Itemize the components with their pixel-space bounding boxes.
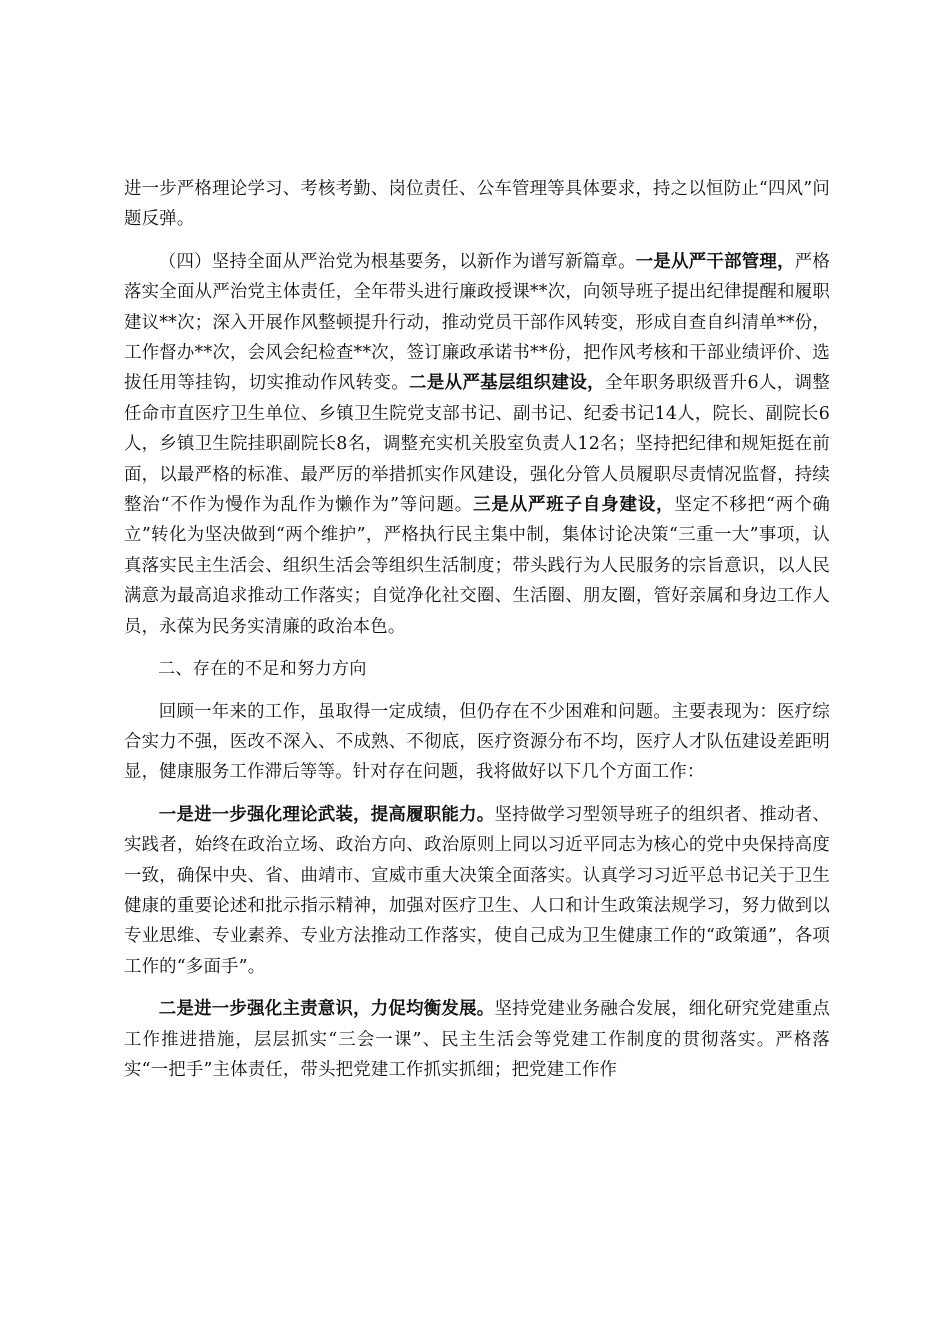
paragraph-four-winds [124, 174, 830, 235]
paragraph-title: 二是进一步强化主责意识，力促均衡发展。 [158, 999, 495, 1020]
point-3-title: 三是从严班子自身建设， [473, 495, 675, 516]
point-3-text: 坚定不移把“两个确立”转化为坚决做到“两个维护”，严格执行民主集中制，集体讨论决策“三重一大”事项，认真落实民主生活会、组织生活会等组织生活制度；带头践行为人民服务的宗旨意识，以人民满意为最高追求推动工作落实；自觉净化社交圈、生活圈、朋友圈，管好亲属和身边工作人员，永葆为民务实清廉的政治本色。 [124, 495, 830, 637]
document-body [124, 174, 830, 1097]
point-1-title: 一是从严干部管理， [635, 251, 795, 272]
paragraph-text: 坚持党建业务融合发展，细化研究党建重点工作推进措施，层层抓实“三会一课”、民主生活会等党建工作制度的贯彻落实。严格落实“一把手”主体责任，带头把党建工作抓实抓细；把党建工作作 [124, 999, 830, 1080]
point-2-title: 二是从严基层组织建设， [409, 373, 605, 394]
heading-text: 二、存在的不足和努力方向 [158, 659, 367, 680]
paragraph-text: 坚持做学习型领导班子的组织者、推动者、实践者，始终在政治立场、政治方向、政治原则上同以习近平同志为核心的党中央保持高度一致，确保中央、省、曲靖市、宣威市重大决策全面落实。认真学习习近平总书记关于卫生健康的重要论述和批示指示精神，加强对医疗卫生、人口和计生政策法规学习，努力做到以专业思维、专业素养、专业方法推动工作落实，使自己成为卫生健康工作的“政策通”，各项工作的“多面手”。 [124, 804, 830, 977]
section-heading-shortcomings [124, 654, 830, 684]
paragraph-title: 一是进一步强化理论武装，提高履职能力。 [158, 804, 495, 825]
paragraph-party-governance [124, 247, 830, 642]
paragraph-text: 回顾一年来的工作，虽取得一定成绩，但仍存在不少困难和问题。主要表现为：医疗综合实力不强，医改不深入、不成熟、不彻底，医疗资源分布不均，医疗人才队伍建设差距明显，健康服务工作滞后等等。针对存在问题，我将做好以下几个方面工作： [124, 701, 830, 783]
paragraph-text: 进一步严格理论学习、考核考勤、岗位责任、公车管理等具体要求，持之以恒防止“四风”问题反弹。 [124, 179, 830, 230]
paragraph-review [124, 697, 830, 788]
paragraph-theory [124, 800, 830, 982]
paragraph-responsibility [124, 994, 830, 1085]
point-2-text: 全年职务职级晋升6人，调整任命市直医疗卫生单位、乡镇卫生院党支部书记、副书记、纪委书记14人，院长、副院长6人，乡镇卫生院挂职副院长8名，调整充实机关股室负责人12名；坚持把纪律和规矩挺在前面，以最严格的标准、最严厉的举措抓实作风建设，强化分管人员履职尽责情况监督，持续整治“不作为慢作为乱作为懒作为”等问题。 [124, 373, 830, 516]
point-1-text: 严格落实全面从严治党主体责任，全年带头进行廉政授课**次，向领导班子提出纪律提醒和履职建议**次；深入开展作风整顿提升行动，推动党员干部作风转变，形成自查自纠清单**份，工作督办**次，会风会纪检查**次，签订廉政承诺书**份，把作风考核和干部业绩评价、选拔任用等挂钩，切实推动作风转变。 [124, 251, 830, 394]
section-intro: （四）坚持全面从严治党为根基要务，以新作为谱写新篇章。 [158, 251, 636, 272]
